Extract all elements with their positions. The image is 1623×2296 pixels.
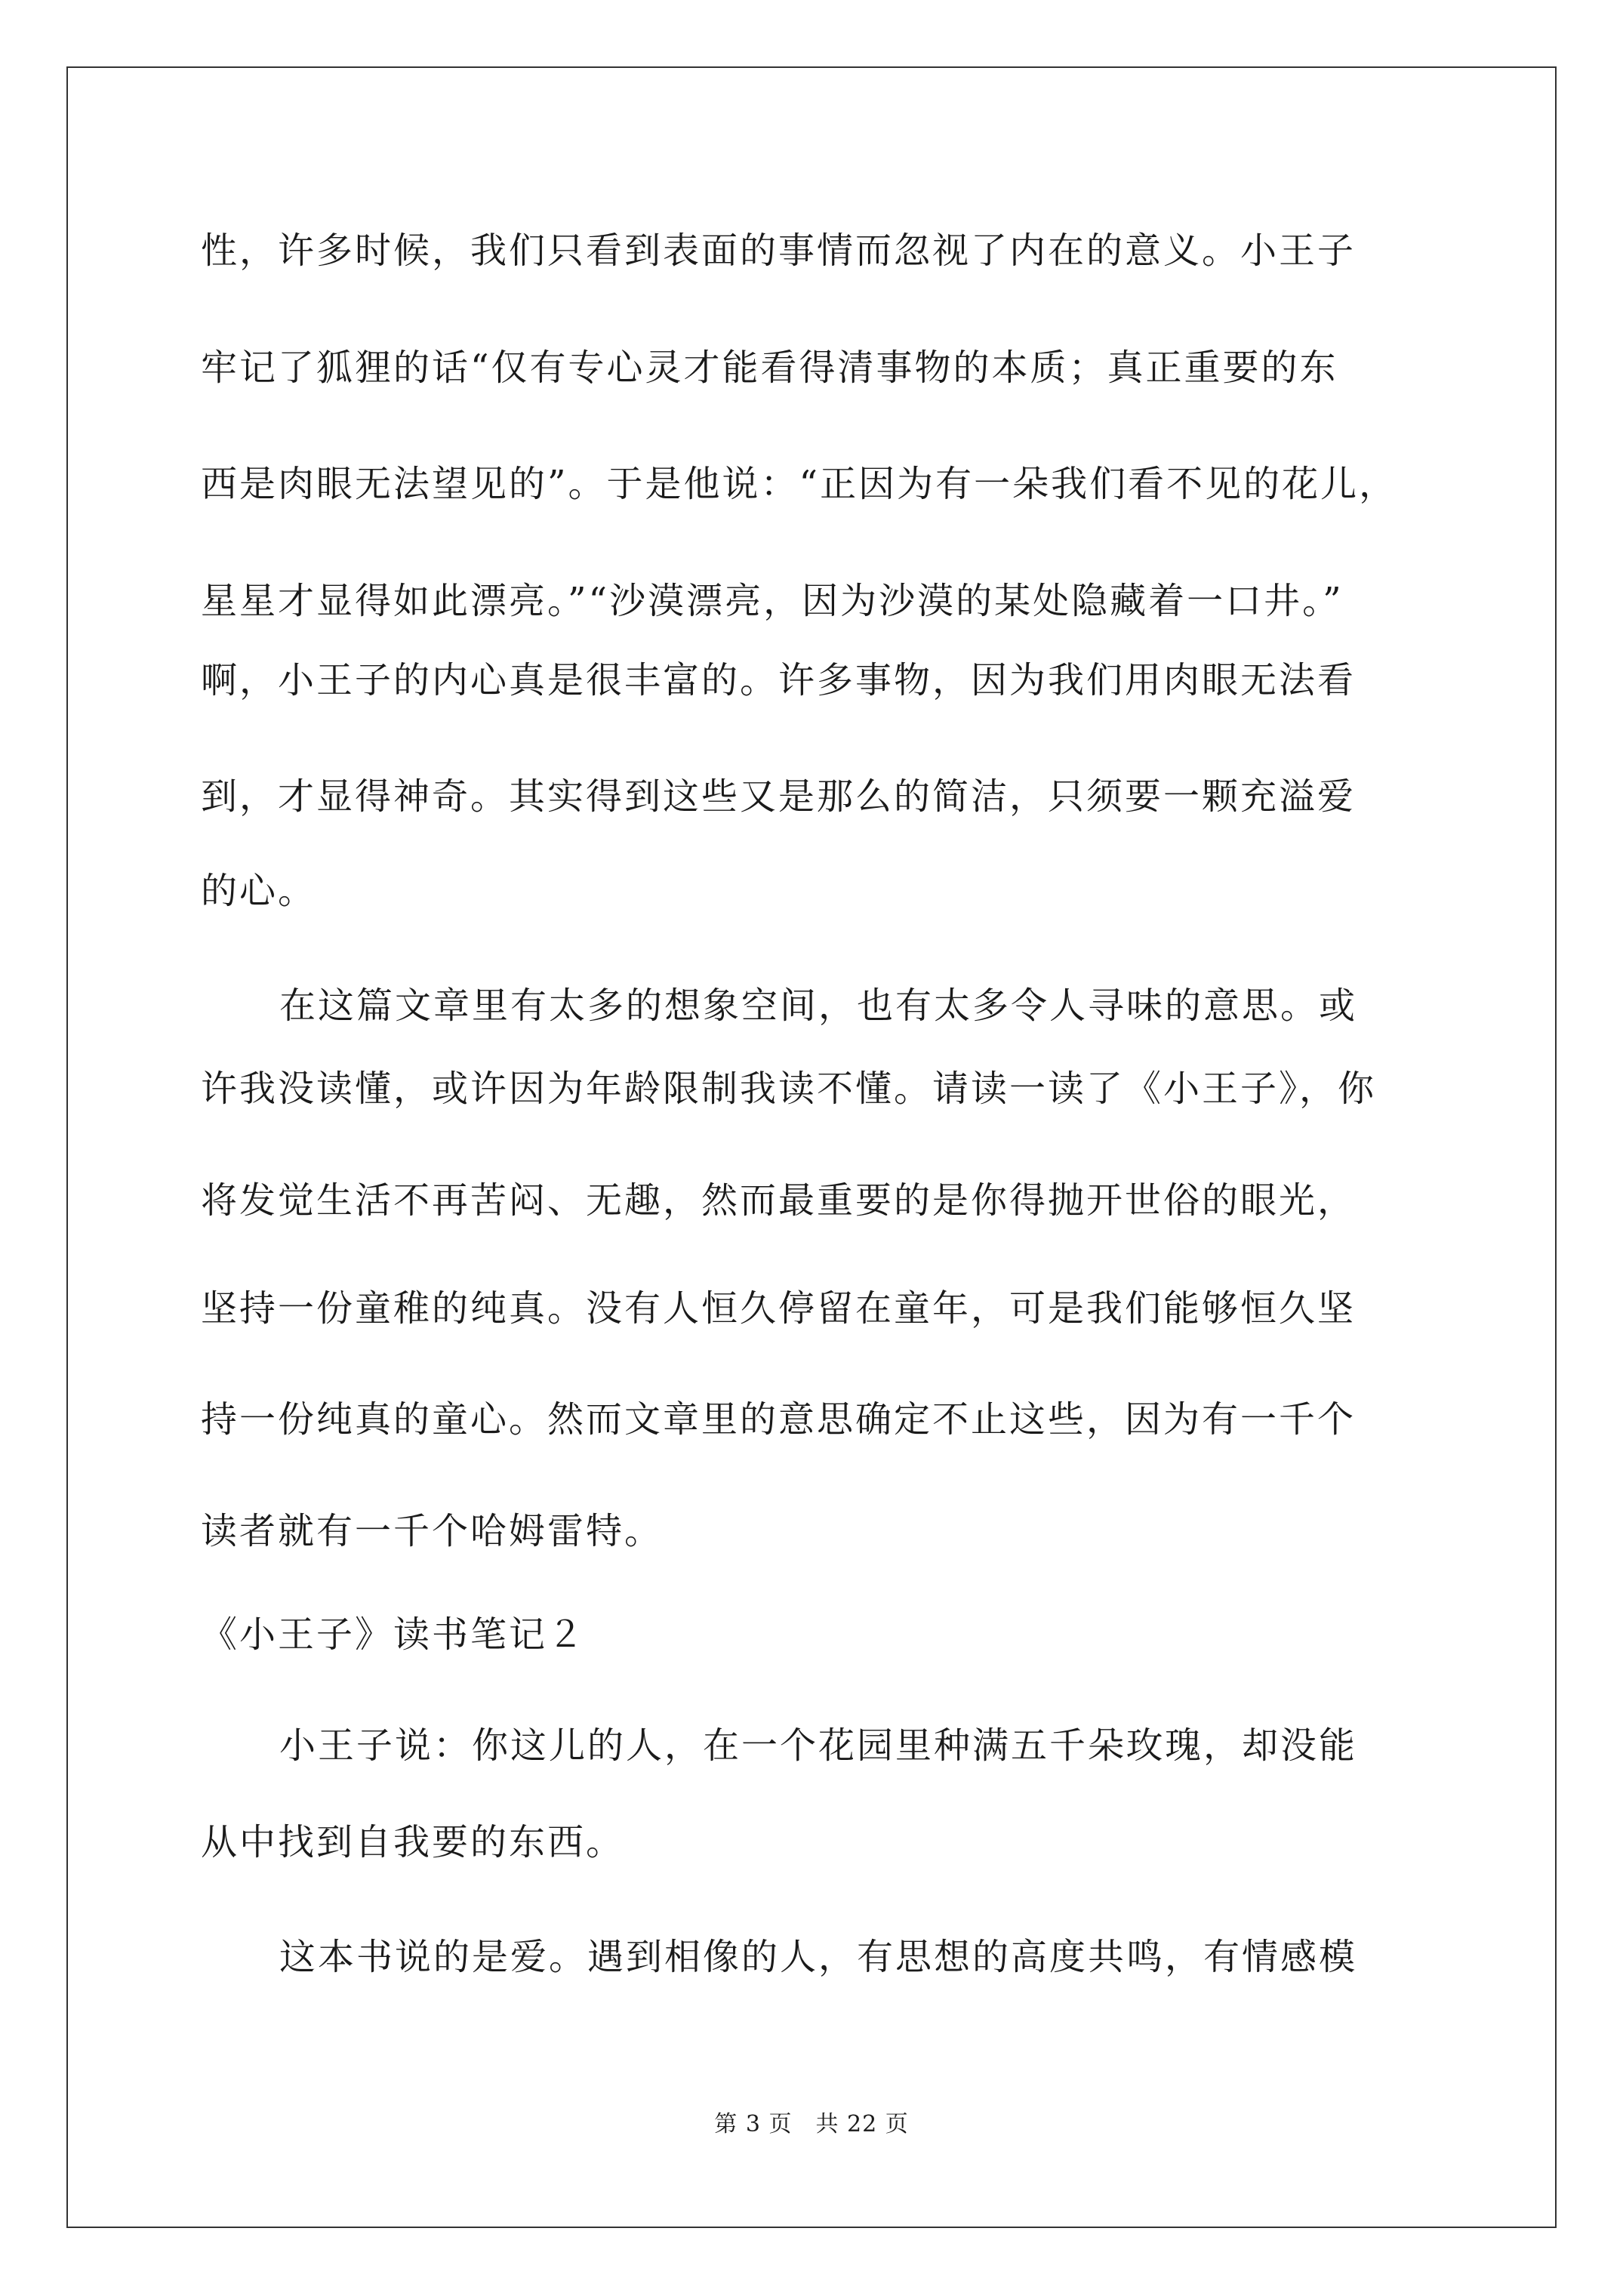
text-line: 西是肉眼无法望见的”。于是他说：“正因为有一朵我们看不见的花儿， [201, 463, 1398, 505]
paragraph-start-line: 在这篇文章里有太多的想象空间，也有太多令人寻味的意思。或 [279, 985, 1358, 1027]
page-border [66, 66, 1557, 2228]
text-line: 牢记了狐狸的话“仅有专心灵才能看得清事物的本质；真正重要的东 [201, 347, 1338, 389]
text-line: 持一份纯真的童心。然而文章里的意思确定不止这些，因为有一千个 [201, 1398, 1357, 1441]
page-number-footer: 第 3 页 共 22 页 [714, 2111, 909, 2137]
text-line: 坚持一份童稚的纯真。没有人恒久停留在童年，可是我们能够恒久坚 [201, 1287, 1357, 1330]
text-line: 许我没读懂，或许因为年龄限制我读不懂。请读一读了《小王子》，你 [201, 1068, 1377, 1110]
text-line: 的心。 [201, 870, 317, 912]
text-line: 从中找到自我要的东西。 [201, 1821, 625, 1863]
text-line: 性，许多时候，我们只看到表面的事情而忽视了内在的意义。小王子 [201, 230, 1357, 272]
section-heading: 《小王子》读书笔记２ [201, 1613, 587, 1656]
paragraph-start-line: 这本书说的是爱。遇到相像的人，有思想的高度共鸣，有情感模 [279, 1936, 1358, 1978]
text-line: 将发觉生活不再苦闷、无趣，然而最重要的是你得抛开世俗的眼光， [201, 1179, 1357, 1222]
paragraph-start-line: 小王子说：你这儿的人，在一个花园里种满五千朵玫瑰，却没能 [279, 1724, 1358, 1767]
text-line: 到，才显得神奇。其实得到这些又是那么的简洁，只须要一颗充溢爱 [201, 775, 1357, 818]
text-line: 星星才显得如此漂亮。”“沙漠漂亮，因为沙漠的某处隐藏着一口井。” [201, 580, 1344, 622]
text-line: 读者就有一千个哈姆雷特。 [201, 1510, 664, 1552]
text-line: 啊，小王子的内心真是很丰富的。许多事物，因为我们用肉眼无法看 [201, 659, 1357, 701]
